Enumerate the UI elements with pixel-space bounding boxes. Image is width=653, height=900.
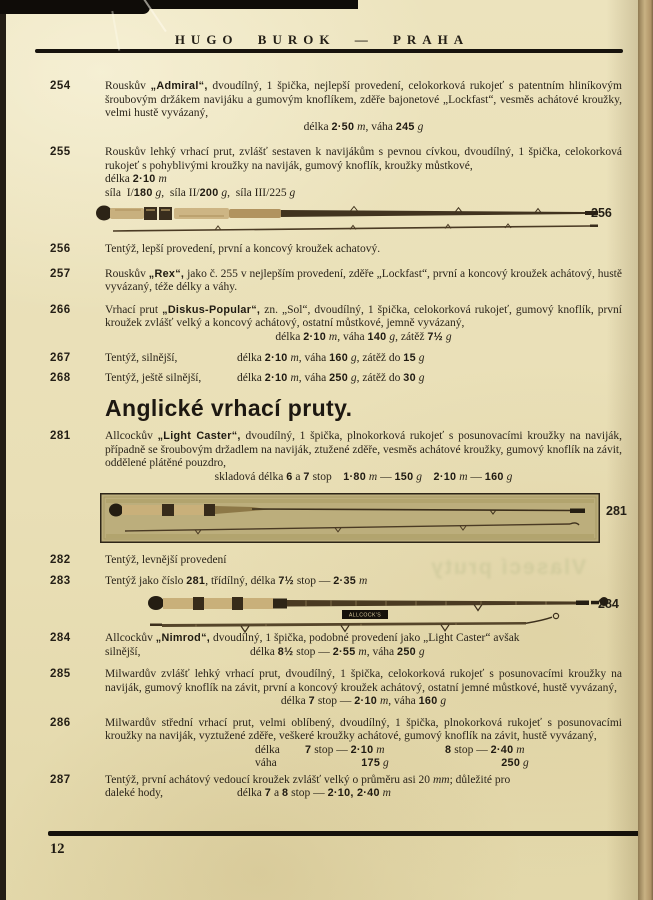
item-spec: délka 2·10 m, váha 160 g, zátěž do 15 g bbox=[237, 352, 425, 364]
section-heading: Anglické vrhací pruty. bbox=[105, 395, 353, 421]
bleed-through-text: Vlasecí pruty bbox=[429, 556, 586, 579]
item-number: 256 bbox=[50, 243, 71, 255]
spec-value: 7 stop — 2·10 m bbox=[305, 743, 385, 756]
catalog-item-281 bbox=[6, 430, 638, 484]
item-number: 266 bbox=[50, 303, 71, 316]
catalog-item-268 bbox=[6, 372, 638, 386]
item-spec: skladová délka 6 a 7 stop 1·80 m — 150 g 2·10 m — 160 g bbox=[214, 470, 513, 483]
item-description: silnější, bbox=[105, 645, 141, 658]
figure-label: 256 bbox=[591, 206, 612, 220]
item-number: 255 bbox=[50, 146, 71, 158]
item-description: Tentýž, levnější provedení bbox=[105, 554, 227, 566]
scan-edge-top-thick bbox=[0, 0, 150, 14]
fishing-rod-illustration bbox=[146, 591, 626, 637]
item-number: 287 bbox=[50, 773, 71, 786]
item-description: Milwardův zvlášť lehký vrhací prut, dvoudílný, 1 špička, celokorková rukojeť s posunovacími kroužky na naviják, gumový knoflík na závit, první a koncový kroužek achátový, ostatní jemné můstkové, hustě vyvázaný, bbox=[105, 668, 622, 694]
catalog-item-256 bbox=[6, 243, 638, 257]
catalog-item-266 bbox=[6, 304, 638, 345]
item-description: Allcockův „Light Caster“, dvoudílný, 1 špička, plnokorková rukojeť s posunovacími kroužky na naviják, případně se šroubovým držadlem na naviják, ztužené zděře, vesměs achátové kroužky, gumový knoflík na závit, oddělené plátěné pouzdro, bbox=[105, 430, 622, 469]
spec-label: délka bbox=[255, 743, 280, 756]
item-description: Tentýž, první achátový vedoucí kroužek zvlášť velký o průměru asi 20 mm; důležité pro bbox=[105, 773, 511, 786]
item-description: Tentýž, ještě silnější, bbox=[105, 371, 202, 384]
catalog-item-285 bbox=[6, 668, 638, 709]
item-spec: délka 2·50 m, váha 245 g bbox=[303, 120, 424, 133]
catalog-item-255 bbox=[6, 146, 638, 200]
catalog-item-287 bbox=[6, 774, 638, 801]
catalog-item-283 bbox=[6, 575, 638, 589]
item-description: Tentýž jako číslo 281, třídílný, délka 7½ stop — 2·35 m bbox=[105, 574, 368, 587]
item-number: 283 bbox=[50, 574, 71, 587]
item-spec: délka 2·10 m, váha 140 g, zátěž 7½ g bbox=[275, 330, 452, 343]
page-header: HUGO BUROK — PRAHA bbox=[174, 32, 470, 47]
spec-value: 175 g bbox=[361, 757, 389, 769]
spec-value: 250 g bbox=[501, 757, 529, 769]
item-description: Rouskův „Admiral“, dvoudílný, 1 špička, nejlepší provedení, celokorková rukojeť s patentním hliníkovým šroubovým držákem navijáku a gumovým knoflíkem, zděře bajonetové „Lockfast“, vesměs achátové kroužky, velmi hustě vyvázaný, bbox=[105, 80, 622, 119]
item-spec: délka 8½ stop — 2·55 m, váha 250 g bbox=[250, 645, 425, 658]
scan-edge-left bbox=[0, 0, 6, 900]
item-spec: délka 7 a 8 stop — 2·10, 2·40 m bbox=[237, 787, 391, 799]
paper bbox=[6, 0, 638, 900]
svg-text:ALLCOCK'S: ALLCOCK'S bbox=[348, 612, 382, 619]
item-number: 282 bbox=[50, 554, 71, 566]
item-spec: délka 7 stop — 2·10 m, váha 160 g bbox=[280, 695, 447, 707]
figure-rod-256 bbox=[6, 200, 638, 240]
catalog-section-rousek bbox=[6, 80, 638, 385]
item-description: Milwardův střední vrhací prut, velmi oblíbený, dvoudílný, 1 špička, plnokorková rukojeť s posunovacími kroužky na naviják, vyztužené zděře, veškeré kroužky achátové, gumový knoflík na závit, hustě vyvázaný, bbox=[105, 716, 622, 742]
item-number: 285 bbox=[50, 668, 71, 680]
figure-rod-case-281 bbox=[6, 493, 638, 545]
page-edge-right bbox=[638, 0, 653, 900]
item-number: 286 bbox=[50, 716, 71, 729]
item-description: Rouskův „Rex“, jako č. 255 v nejlepším provedení, zděře „Lockfast“, první a koncový kroužek achátový, hustě vyvázaný, téže délky a váhy. bbox=[105, 267, 622, 293]
spec-label: váha bbox=[255, 757, 277, 769]
item-description: daleké hody, bbox=[105, 787, 164, 799]
item-number: 254 bbox=[50, 80, 71, 92]
page-number: 12 bbox=[50, 841, 65, 857]
catalog-section-english-rods bbox=[6, 395, 638, 801]
rod-case-illustration bbox=[100, 493, 600, 543]
item-spec-table bbox=[255, 744, 622, 771]
item-number: 268 bbox=[50, 371, 71, 384]
figure-label: 281 bbox=[606, 504, 627, 518]
fishing-rod-illustration bbox=[95, 200, 600, 240]
item-number: 284 bbox=[50, 632, 71, 644]
catalog-item-257 bbox=[6, 268, 638, 295]
figure-rod-284 bbox=[6, 591, 638, 629]
catalog-item-254 bbox=[6, 80, 638, 134]
item-spec: síla I/180 g, síla II/200 g, síla III/225 g bbox=[105, 186, 296, 199]
header-rule bbox=[35, 49, 623, 53]
item-number: 267 bbox=[50, 352, 71, 364]
catalog-item-282 bbox=[6, 554, 638, 568]
figure-label: 284 bbox=[598, 597, 619, 611]
item-description: Tentýž, lepší provedení, první a koncový kroužek achatový. bbox=[105, 243, 381, 255]
footer-rule bbox=[48, 831, 650, 836]
item-number: 281 bbox=[50, 430, 71, 442]
spec-value: 8 stop — 2·40 m bbox=[445, 743, 525, 756]
item-spec: délka 2·10 m, váha 250 g, zátěž do 30 g bbox=[237, 371, 425, 384]
item-description: Rouskův lehký vrhací prut, zvlášť sestaven k navijákům s pevnou cívkou, dvoudílný, 1 špička, celokorková rukojeť s pohyblivými kroužky na naviják, gumový knoflík, kroužky můstkové, bbox=[105, 146, 622, 172]
item-description: Vrhací prut „Diskus-Popular“, zn. „Sol“, dvoudílný, 1 špička, celokorková rukojeť, gumový knoflík, první kroužek zvlášť velký a koncový achátový, ostatní můstkové, jemně vyvázaný, bbox=[105, 303, 623, 329]
item-spec: délka 2·10 m bbox=[105, 173, 167, 185]
catalog-item-267 bbox=[6, 352, 638, 366]
item-number: 257 bbox=[50, 267, 71, 280]
item-description: Tentýž, silnější, bbox=[105, 352, 178, 364]
catalog-item-286 bbox=[6, 717, 638, 771]
item-description: Allcockův „Nimrod“, dvoudílný, 1 špička, podobné provedení jako „Light Caster“ avšak bbox=[105, 632, 520, 644]
